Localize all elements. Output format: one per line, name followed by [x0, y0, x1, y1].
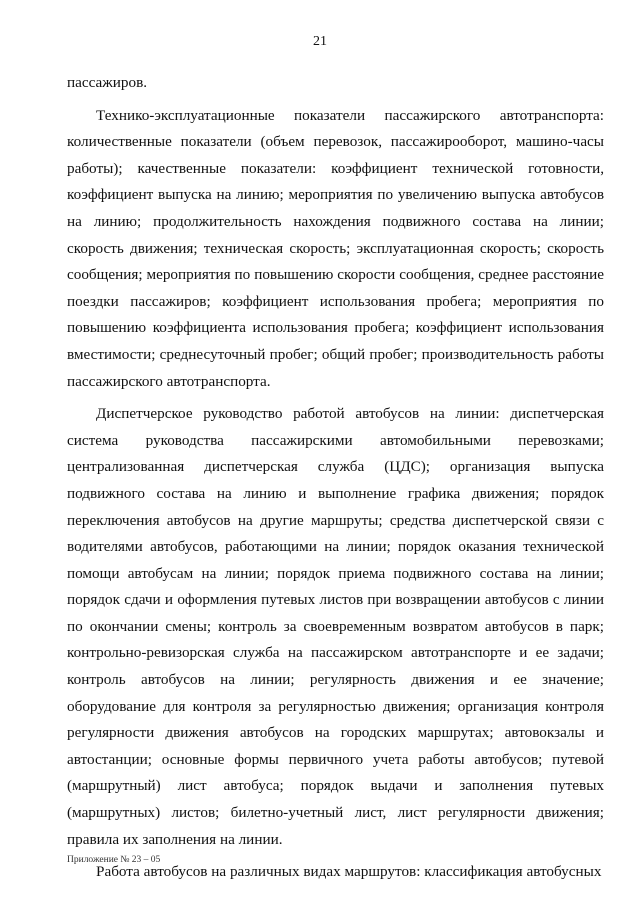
body-text [67, 70, 604, 892]
footer-note: Приложение № 23 – 05 [67, 855, 161, 865]
paragraph-route-types: Работа автобусов на различных видах маршрутов: классификация автобусных [96, 863, 602, 881]
paragraph-technical-indicators: Технико-эксплуатационные показатели пассажирского автотранспорта: количественные показатели (объем перевозок, пассажирооборот, машино-часы работы); качественные показатели: коэффициент технической готовности, коэффициент выпуска на линию; мероприятия по увеличению выпуска автобусов на линию; продолжительность нахождения подвижного состава на линии; скорость движения; техническая скорость; эксплуатационная скорость; скорость сообщения; мероприятия по повышению скорости сообщения, среднее расстояние поездки пассажиров; коэффициент использования пробега; мероприятия по повышению коэффициента использования пробега; коэффициент использования вместимости; среднесуточный пробег; общий пробег; производительность работы пассажирского автотранспорта. [67, 106, 604, 390]
paragraph-dispatch-management: Диспетчерское руководство работой автобусов на линии: диспетчерская система руководства пассажирскими автомобильными перевозками; централизованная диспетчерская служба (ЦДС); организация выпуска подвижного состава на линию и выполнение графика движения; порядок переключения автобусов на другие маршруты; средства диспетчерской связи с водителями автобусов, работающими на линии; порядок оказания технической помощи автобусам на линии; порядок приема подвижного состава на линии; порядок сдачи и оформления путевых листов при возвращении автобусов с линии по окончании смены; контроль за своевременным возвратом автобусов в парк; контрольно-ревизорская служба на пассажирском автотранспорте и ее задачи; контроль автобусов на линии; регулярность движения и ее значение; оборудование для контроля за регулярностью движения; организация контроля регулярности движения автобусов на городских маршрутах; автовокзалы и автостанции; основные формы первичного учета работы автобусов; путевой (маршрутный) лист автобуса; порядок выдачи и заполнения путевых (маршрутных) листов; билетно-учетный лист, лист регулярности движения; правила их заполнения на линии. [67, 405, 604, 848]
page-number: 21 [313, 34, 327, 49]
paragraph-continuation: пассажиров. [67, 74, 148, 91]
